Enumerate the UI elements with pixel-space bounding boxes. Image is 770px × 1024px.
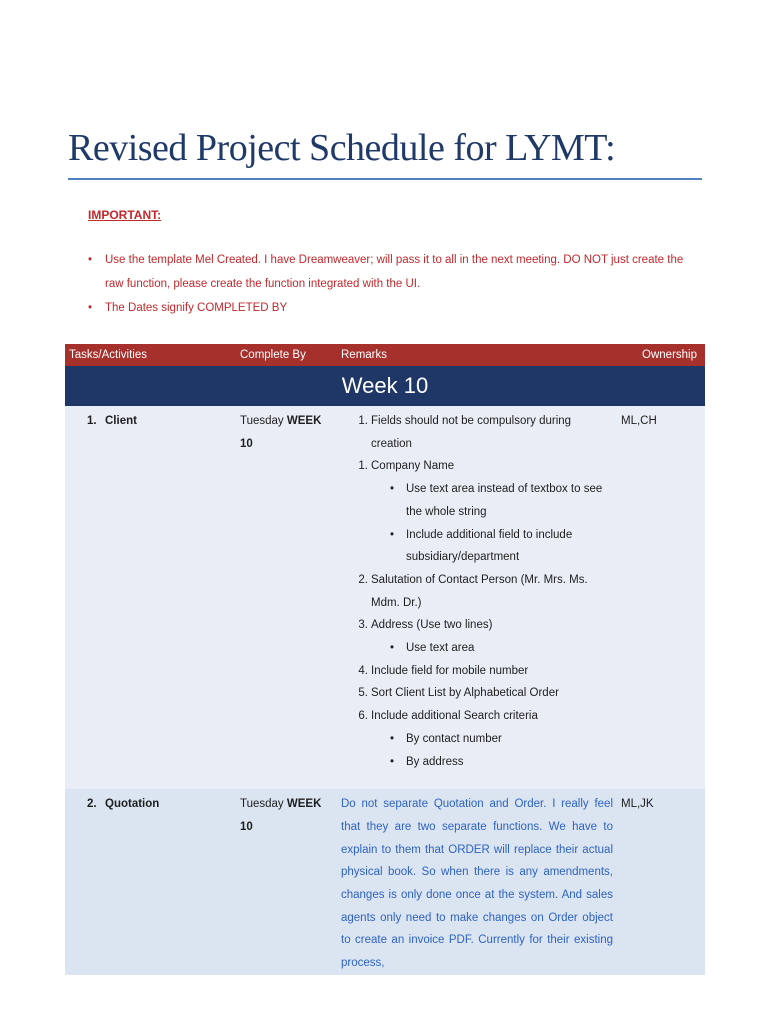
task-number: 1.: [87, 415, 97, 427]
numbered-remark: [341, 455, 613, 478]
owner-cell: ML,CH: [617, 406, 705, 789]
bullet-remark: [341, 478, 613, 523]
bullet-remark: [341, 637, 613, 660]
remark-text: Sort Client List by Alphabetical Order: [371, 687, 559, 700]
task-label: Quotation: [105, 798, 160, 811]
header-tasks: Tasks/Activities: [65, 344, 236, 366]
numbered-remark: [341, 410, 613, 455]
bullet-icon: •: [88, 302, 93, 314]
remark-number: 2.: [358, 573, 368, 586]
task-name: [69, 793, 232, 816]
owner-cell: ML,JK: [617, 789, 705, 975]
bullet-icon: •: [390, 528, 395, 541]
date-week: WEEK 10: [240, 415, 322, 450]
complete-by-cell: [236, 406, 337, 789]
task-name: [69, 410, 232, 433]
remark-text: Company Name: [371, 460, 455, 473]
bullet-icon: •: [88, 254, 93, 266]
remark-text: Include additional field to include subsidiary/department: [406, 528, 573, 564]
remark-text: Use text area instead of textbox to see the whole string: [406, 483, 603, 518]
header-remarks: Remarks: [337, 344, 617, 366]
remark-text: By contact number: [406, 732, 502, 745]
numbered-remark: [341, 569, 613, 614]
table-row: [65, 789, 705, 975]
remark-text: By address: [406, 755, 464, 768]
remark-number: 4.: [358, 664, 368, 677]
table-row: [65, 406, 705, 789]
title-underline: [68, 178, 702, 180]
header-ownership: Ownership: [617, 344, 705, 366]
numbered-remark: [341, 682, 613, 705]
week-label: Week 10: [65, 366, 705, 406]
complete-by-cell: [236, 789, 337, 975]
remark-number: 5.: [358, 687, 368, 700]
bullet-icon: •: [390, 642, 395, 655]
task-label: Client: [105, 415, 137, 427]
note-text: The Dates signify COMPLETED BY: [105, 302, 288, 314]
note-item: [88, 248, 698, 296]
remark-number: 3.: [358, 619, 368, 632]
remark-text: Address (Use two lines): [371, 619, 493, 632]
remark-number: 6.: [358, 710, 368, 723]
important-label: IMPORTANT:: [88, 208, 162, 222]
date-prefix: Tuesday: [240, 798, 284, 811]
bullet-remark: [341, 751, 613, 774]
task-cell: [65, 789, 236, 975]
remarks-list: [341, 410, 613, 773]
page-title: Revised Project Schedule for LYMT:: [68, 127, 616, 169]
task-cell: [65, 406, 236, 789]
remark-text: Include additional Search criteria: [371, 710, 538, 723]
remark-text: Salutation of Contact Person (Mr. Mrs. Ms. Mdm. Dr.): [371, 573, 588, 609]
remark-paragraph: Do not separate Quotation and Order. I really feel that they are two separate functions. We have to explain to them that ORDER will replace their actual physical book. So when there is any amendments, changes is only done once at the system. And sales agents only need to make changes on Order object to create an invoice PDF. Currently for their existing process,: [337, 789, 617, 975]
date-prefix: Tuesday: [240, 415, 284, 427]
header-complete-by: Complete By: [236, 344, 337, 366]
schedule-table: [65, 344, 705, 975]
remark-number: 1.: [358, 415, 368, 427]
date-week: WEEK 10: [240, 798, 322, 833]
numbered-remark: [341, 660, 613, 683]
bullet-remark: [341, 524, 613, 569]
numbered-remark: [341, 614, 613, 637]
remark-text: Include field for mobile number: [371, 664, 529, 677]
numbered-remark: [341, 705, 613, 728]
bullet-icon: •: [390, 483, 395, 496]
remarks-cell: [337, 406, 617, 789]
bullet-remark: [341, 728, 613, 751]
note-text: Use the template Mel Created. I have Dreamweaver; will pass it to all in the next meeting. DO NOT just create the raw function, please create the function integrated with the UI.: [105, 254, 684, 290]
important-notes-list: [88, 248, 698, 320]
bullet-icon: •: [390, 732, 395, 745]
note-item: [88, 296, 698, 320]
task-number: 2.: [87, 798, 97, 811]
remark-text: Use text area: [406, 642, 475, 655]
table-header-row: [65, 344, 705, 366]
remark-number: 1.: [358, 460, 368, 473]
bullet-icon: •: [390, 755, 395, 768]
week-row: [65, 366, 705, 406]
remark-text: Fields should not be compulsory during creation: [371, 415, 572, 450]
